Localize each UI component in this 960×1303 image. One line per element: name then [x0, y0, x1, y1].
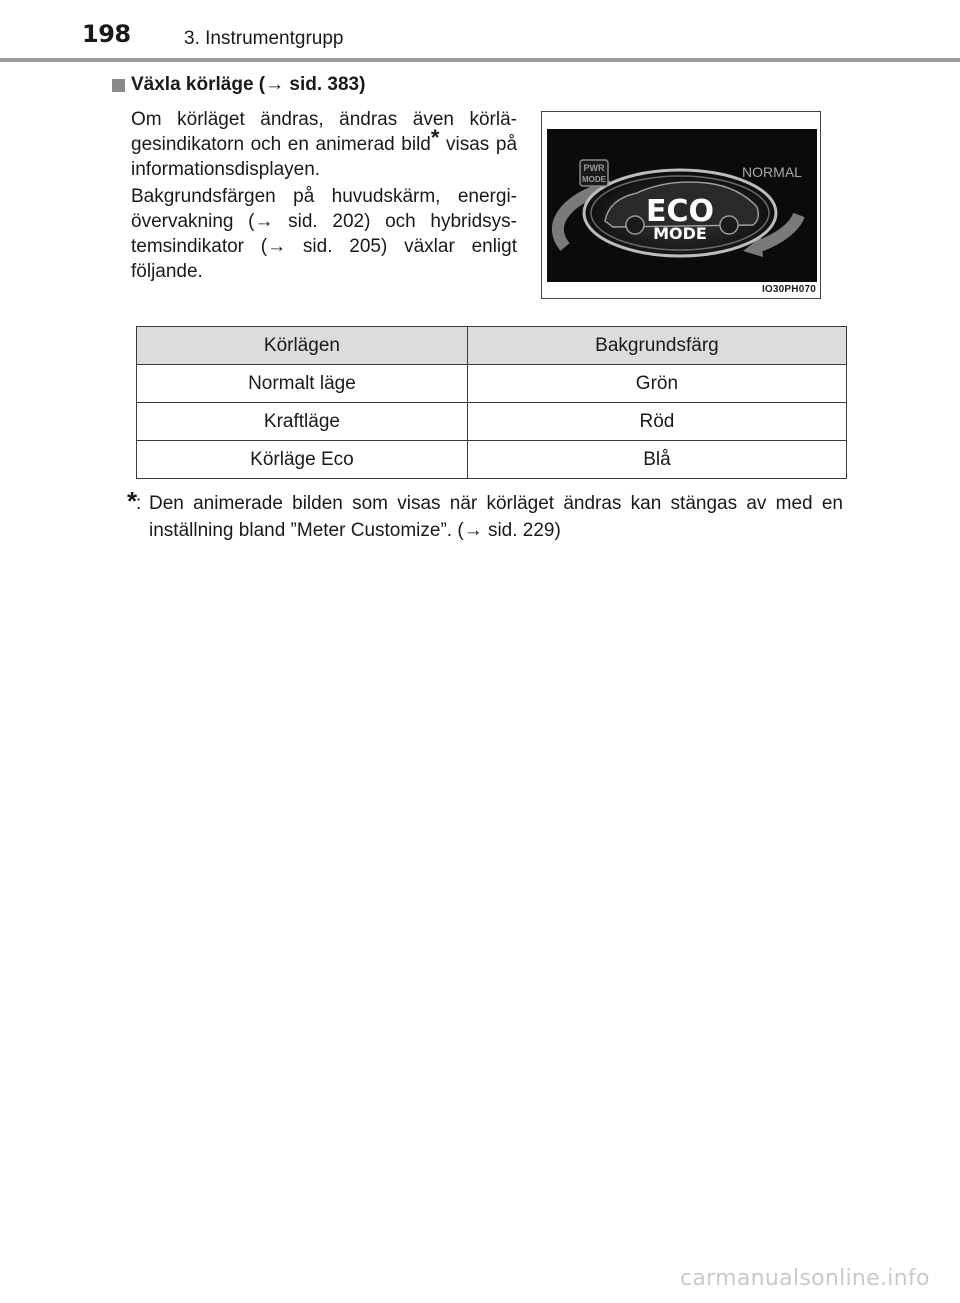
square-bullet-icon [112, 79, 125, 92]
figure-code: IO30PH070 [761, 284, 816, 295]
normal-mode-label: NORMAL [742, 164, 802, 180]
table-row [137, 365, 847, 403]
table-row [137, 403, 847, 441]
footnote: * : Den animerade bilden som visas när körläget ändras kan stängas av med en inställning bland ”Meter Customize”. (→ sid. 229) [127, 488, 843, 544]
paragraph-background-color: Bakgrundsfärgen på huvudskärm, energi-övervakning (→ sid. 202) och hybridsys-temsindikator (→ sid. 205) växlar enligt följande. [131, 186, 517, 282]
column-header: Bakgrundsfärg [467, 327, 846, 365]
table-cell: Normalt läge [137, 365, 468, 403]
table-cell: Kraftläge [137, 403, 468, 441]
watermark: carmanualsonline.info [680, 1266, 930, 1291]
mode-label: MODE [653, 224, 707, 243]
page-header [0, 0, 960, 62]
table-cell: Röd [467, 403, 846, 441]
footnote-text: Den animerade bilden som visas när körläget ändras kan stängas av med en inställning bland ”Meter Customize”. (→ sid. 229) [149, 493, 843, 541]
svg-text:MODE: MODE [582, 175, 606, 184]
table-header-row [137, 327, 847, 365]
column-header: Körlägen [137, 327, 468, 365]
eco-mode-figure [541, 111, 821, 299]
eco-mode-display-illustration [547, 129, 817, 282]
page-number: 198 [82, 20, 131, 48]
drive-mode-table [136, 326, 847, 479]
section-heading [112, 74, 365, 96]
footnote-marker: * [127, 486, 138, 516]
svg-text:PWR: PWR [583, 163, 605, 173]
chapter-title: 3. Instrumentgrupp [184, 28, 344, 49]
section-title-text: Växla körläge (→ sid. 383) [131, 74, 366, 95]
table-cell: Blå [467, 441, 846, 479]
table-cell: Körläge Eco [137, 441, 468, 479]
footnote-reference: * [430, 124, 440, 150]
paragraph-mode-change: Om körläget ändras, ändras även körlä-gesindikatorn och en animerad bild* visas på informationsdisplayen. [131, 109, 518, 180]
eco-label: ECO [645, 194, 715, 229]
table-row [137, 441, 847, 479]
table-cell: Grön [467, 365, 846, 403]
